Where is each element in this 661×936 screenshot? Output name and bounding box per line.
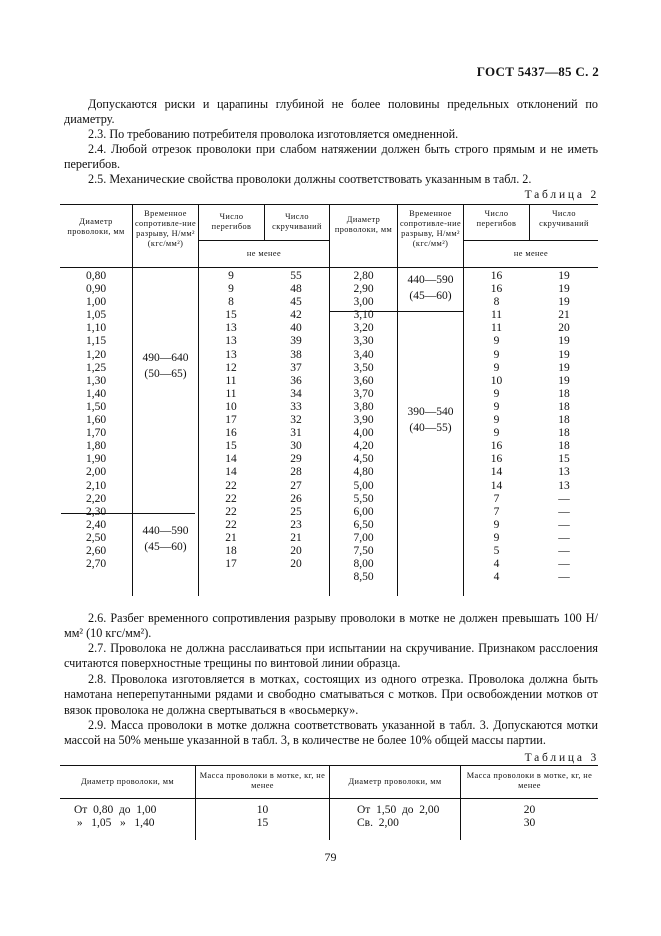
- table-cell-bends: 9: [493, 427, 500, 440]
- table-cell-twists: 20: [290, 558, 302, 571]
- table-cell-bends: 9: [228, 270, 234, 282]
- table-cell-twists: —: [558, 492, 570, 505]
- t3-left-mass-2: 15: [256, 817, 269, 829]
- table-cell-diameter: 3,80: [353, 400, 374, 413]
- table-cell-bends: 9: [493, 400, 500, 413]
- table-cell-bends: 11: [490, 322, 503, 335]
- t3-left-mass-1: 10: [256, 804, 269, 816]
- table-cell-diameter: 0,90: [85, 283, 107, 296]
- table-cell-twists: 31: [290, 427, 302, 440]
- table-cell-bends: 11: [490, 309, 503, 322]
- table-cell-twists: 33: [290, 400, 302, 413]
- table-cell-diameter: 6,00: [353, 505, 374, 518]
- table-cell-bends: 16: [225, 427, 237, 440]
- table-cell-diameter: 3,40: [353, 348, 374, 361]
- table-cell-twists: 23: [290, 518, 302, 531]
- strength-value-kgf: (40—55): [409, 422, 452, 434]
- table-cell-twists: 28: [290, 466, 302, 479]
- table-cell-bends: 11: [225, 374, 237, 387]
- left-diameter-column: [60, 270, 132, 571]
- table-cell-twists: —: [558, 558, 570, 571]
- t3-right-range-1: От 1,50 до 2,00: [357, 804, 440, 816]
- table-cell-diameter: 3,50: [353, 361, 374, 374]
- header-diameter-right: Диаметр проволоки, мм: [334, 215, 393, 234]
- table-cell-diameter: 1,20: [85, 348, 107, 361]
- table-cell-diameter: 3,10: [353, 309, 374, 322]
- table2-caption: Таблица 2: [524, 189, 599, 201]
- table-cell-diameter: 1,60: [85, 414, 107, 427]
- paragraph-defects: Допускаются риски и царапины глубиной не более половины предельных отклонений по диаметру.: [64, 97, 598, 127]
- table-cell-diameter: 3,30: [353, 335, 374, 348]
- table-cell-twists: 19: [558, 270, 570, 282]
- table-cell-diameter: 2,70: [85, 558, 107, 571]
- header-twists-left: Число скручиваний: [272, 212, 322, 231]
- table-cell-diameter: 6,50: [353, 518, 374, 531]
- table-cell-diameter: 3,60: [353, 374, 374, 387]
- table-cell-twists: 13: [558, 466, 570, 479]
- table-cell-bends: 9: [493, 414, 500, 427]
- right-strength-group-1: [398, 272, 463, 304]
- table-cell-twists: 19: [558, 283, 570, 296]
- table-cell-twists: 39: [290, 335, 302, 348]
- table-cell-bends: 22: [225, 479, 237, 492]
- table-cell-diameter: 4,00: [353, 427, 374, 440]
- header-not-less-right: не менее: [513, 249, 549, 258]
- table-cell-bends: 14: [490, 479, 503, 492]
- table-cell-diameter: 1,70: [85, 427, 107, 440]
- table-cell-twists: 42: [290, 309, 302, 322]
- table-cell-bends: 17: [225, 558, 237, 571]
- table-cell-diameter: 8,50: [353, 571, 374, 584]
- table-cell-diameter: 3,70: [353, 387, 374, 400]
- table-cell-twists: 27: [290, 479, 302, 492]
- table-cell-twists: —: [558, 571, 570, 584]
- table-cell-diameter: 2,50: [85, 531, 107, 544]
- table-cell-diameter: 1,30: [85, 374, 107, 387]
- table-cell-diameter: 1,15: [85, 335, 107, 348]
- right-bends-column: [464, 270, 529, 584]
- table-cell-bends: 4: [493, 558, 500, 571]
- table-cell-bends: 10: [490, 374, 503, 387]
- table-cell-twists: 20: [558, 322, 570, 335]
- table-cell-diameter: 7,50: [353, 544, 374, 557]
- paragraph-2-6: 2.6. Разбег временного сопротивления разрыву проволоки в мотке не должен превышать 100 Н/мм² (10 кгс/мм²).: [64, 611, 598, 641]
- paragraph-2-4: 2.4. Любой отрезок проволоки при слабом натяжении должен быть строго прямым и не иметь перегибов.: [64, 142, 598, 172]
- table-cell-twists: 18: [558, 427, 570, 440]
- table-cell-twists: 55: [290, 270, 302, 282]
- table-cell-diameter: 2,80: [353, 270, 374, 282]
- table-cell-bends: 12: [225, 361, 237, 374]
- table-cell-twists: —: [558, 518, 570, 531]
- t3-header-diameter-right: Диаметр проволоки, мм: [348, 777, 442, 786]
- table-cell-diameter: 4,50: [353, 453, 374, 466]
- table-cell-bends: 17: [225, 414, 237, 427]
- strength-value: 440—590: [142, 525, 189, 537]
- table-cell-twists: 21: [290, 531, 302, 544]
- strength-value-kgf: (45—60): [409, 290, 452, 302]
- table-cell-twists: 18: [558, 387, 570, 400]
- table-cell-bends: 7: [493, 492, 500, 505]
- table-cell-diameter: 3,00: [353, 296, 374, 309]
- table-cell-twists: —: [558, 505, 570, 518]
- table-cell-diameter: 2,90: [353, 283, 374, 296]
- table-cell-bends: 15: [225, 440, 237, 453]
- table-2: [60, 204, 598, 596]
- paragraph-2-5: 2.5. Механические свойства проволоки должны соответствовать указанным в табл. 2.: [88, 172, 532, 186]
- table-cell-bends: 5: [493, 544, 500, 557]
- table-cell-diameter: 1,00: [85, 296, 107, 309]
- table-cell-diameter: 2,40: [85, 518, 107, 531]
- table-cell-bends: 15: [225, 309, 237, 322]
- t3-right-range-2: Св. 2,00: [357, 817, 399, 829]
- table-cell-bends: 4: [493, 571, 500, 584]
- table-cell-diameter: 7,00: [353, 531, 374, 544]
- table-cell-diameter: 1,10: [85, 322, 107, 335]
- table-cell-bends: 14: [225, 453, 237, 466]
- table-cell-diameter: 4,80: [353, 466, 374, 479]
- table-cell-twists: 29: [290, 453, 302, 466]
- table-cell-diameter: 2,60: [85, 544, 107, 557]
- table-cell-bends: 9: [493, 335, 500, 348]
- strength-value: 490—640: [142, 352, 189, 364]
- table-cell-twists: 38: [290, 348, 302, 361]
- table-cell-twists: 18: [558, 400, 570, 413]
- right-diameter-column: [330, 270, 397, 584]
- table-cell-bends: 16: [490, 440, 503, 453]
- t3-left-range-2: » 1,05 » 1,40: [74, 817, 155, 829]
- t3-header-mass-right: Масса проволоки в мотке, кг, не менее: [466, 771, 593, 790]
- header-bends-left: Число перегибов: [211, 212, 252, 231]
- table-cell-twists: 18: [558, 414, 570, 427]
- table-cell-bends: 9: [493, 518, 500, 531]
- document-header: ГОСТ 5437—85 С. 2: [476, 64, 599, 79]
- table-cell-bends: 9: [493, 387, 500, 400]
- table-cell-twists: 20: [290, 544, 302, 557]
- table-cell-twists: 40: [290, 322, 302, 335]
- table-cell-twists: 32: [290, 414, 302, 427]
- paragraph-2-7: 2.7. Проволока не должна расслаиваться при испытании на скручивание. Признаком расслоения считаются поверхностные трещины по винтовой линии образца.: [64, 641, 598, 671]
- table-cell-twists: 25: [290, 505, 302, 518]
- page-number: 79: [324, 850, 337, 864]
- paragraph-2-8: 2.8. Проволока изготовляется в мотках, состоящих из одного отрезка. Проволока должна быть намотана неперепутанными рядами и свободно сматываться с мотков. При освобождении мотков от вязок проволока не должна свертываться в «восьмерку».: [64, 672, 598, 717]
- table-cell-bends: 8: [228, 296, 234, 309]
- table-cell-bends: 18: [225, 544, 237, 557]
- table-cell-bends: 22: [225, 518, 237, 531]
- paragraph-2-9: 2.9. Масса проволоки в мотке должна соответствовать указанной в табл. 3. Допускаются мотки массой на 50% меньше указанной в табл. 3, в количестве не более 10% общей массы партии.: [64, 718, 598, 748]
- table-cell-diameter: 8,00: [353, 558, 374, 571]
- table-cell-bends: 16: [490, 270, 503, 282]
- table-cell-bends: 10: [225, 400, 237, 413]
- left-twists-column: [265, 270, 327, 571]
- right-twists-column: [530, 270, 598, 584]
- strength-value: 440—590: [407, 274, 454, 286]
- table-cell-bends: 11: [225, 387, 237, 400]
- header-bends-right: Число перегибов: [476, 209, 517, 228]
- header-diameter-left: Диаметр проволоки, мм: [67, 217, 125, 236]
- table-cell-bends: 16: [490, 453, 503, 466]
- table-cell-bends: 14: [225, 466, 237, 479]
- table-cell-twists: 13: [558, 479, 570, 492]
- table-cell-twists: 45: [290, 296, 302, 309]
- t3-header-diameter-left: Диаметр проволоки, мм: [80, 777, 175, 786]
- table-cell-twists: 26: [290, 492, 302, 505]
- table-cell-diameter: 2,30: [85, 505, 107, 518]
- table-cell-twists: —: [558, 531, 570, 544]
- header-strength-left: Временное сопротивле-ние разрыву, Н/мм² (кгс/мм²): [134, 209, 197, 248]
- strength-value: 390—540: [407, 406, 454, 418]
- table-cell-bends: 22: [225, 492, 237, 505]
- strength-value-kgf: (50—65): [144, 368, 187, 380]
- t3-right-mass-1: 20: [523, 804, 536, 816]
- table-cell-diameter: 1,40: [85, 387, 107, 400]
- t3-left-range-1: От 0,80 до 1,00: [74, 804, 157, 816]
- table3-caption: Таблица 3: [524, 752, 599, 764]
- paragraph-2-3: 2.3. По требованию потребителя проволока изготовляется омедненной.: [88, 127, 459, 141]
- right-strength-group-2: [398, 404, 463, 436]
- table-cell-twists: 37: [290, 361, 302, 374]
- table-cell-twists: 19: [558, 374, 570, 387]
- table-cell-bends: 16: [490, 283, 503, 296]
- table-cell-diameter: 4,20: [353, 440, 374, 453]
- table-cell-diameter: 1,50: [85, 400, 107, 413]
- table-cell-diameter: 0,80: [85, 270, 107, 282]
- table-cell-bends: 13: [225, 322, 237, 335]
- table-cell-diameter: 3,20: [353, 322, 374, 335]
- table-cell-twists: 15: [558, 453, 570, 466]
- header-twists-right: Число скручиваний: [539, 209, 589, 228]
- table-cell-bends: 9: [493, 348, 500, 361]
- t3-header-mass-left: Масса проволоки в мотке, кг, не менее: [199, 771, 326, 790]
- table-cell-bends: 9: [493, 361, 500, 374]
- table-cell-twists: 48: [290, 283, 302, 296]
- table-cell-bends: 22: [225, 505, 237, 518]
- table-cell-twists: 18: [558, 440, 570, 453]
- table-cell-diameter: 1,80: [85, 440, 107, 453]
- left-strength-group-1: [133, 350, 198, 382]
- table-cell-twists: 36: [290, 374, 302, 387]
- table-cell-twists: 19: [558, 335, 570, 348]
- table-cell-diameter: 2,00: [85, 466, 107, 479]
- left-bends-column: [200, 270, 262, 571]
- table-cell-bends: 13: [225, 335, 237, 348]
- table-cell-diameter: 3,90: [353, 414, 374, 427]
- table-3: [60, 765, 598, 840]
- table-cell-twists: 21: [558, 309, 570, 322]
- table-cell-twists: —: [558, 544, 570, 557]
- table-cell-twists: 19: [558, 348, 570, 361]
- table-cell-diameter: 1,25: [85, 361, 107, 374]
- table-cell-diameter: 2,20: [85, 492, 107, 505]
- table-cell-diameter: 2,10: [85, 479, 107, 492]
- header-strength-right: Временное сопротивле-ние разрыву, Н/мм² (кгс/мм²): [399, 209, 462, 248]
- table-cell-bends: 21: [225, 531, 237, 544]
- table-cell-bends: 9: [228, 283, 234, 296]
- table-cell-bends: 8: [493, 296, 500, 309]
- table-cell-diameter: 5,50: [353, 492, 374, 505]
- table-cell-bends: 13: [225, 348, 237, 361]
- table-cell-twists: 30: [290, 440, 302, 453]
- table-cell-diameter: 5,00: [353, 479, 374, 492]
- left-strength-group-2: [133, 523, 198, 555]
- table-cell-twists: 19: [558, 361, 570, 374]
- table-cell-twists: 34: [290, 387, 302, 400]
- table-cell-twists: 19: [558, 296, 570, 309]
- table-cell-diameter: 1,90: [85, 453, 107, 466]
- table-cell-bends: 9: [493, 531, 500, 544]
- table-cell-bends: 7: [493, 505, 500, 518]
- strength-value-kgf: (45—60): [144, 541, 187, 553]
- header-not-less-left: не менее: [246, 249, 282, 258]
- table-cell-bends: 14: [490, 466, 503, 479]
- t3-right-mass-2: 30: [523, 817, 536, 829]
- table-cell-diameter: 1,05: [85, 309, 107, 322]
